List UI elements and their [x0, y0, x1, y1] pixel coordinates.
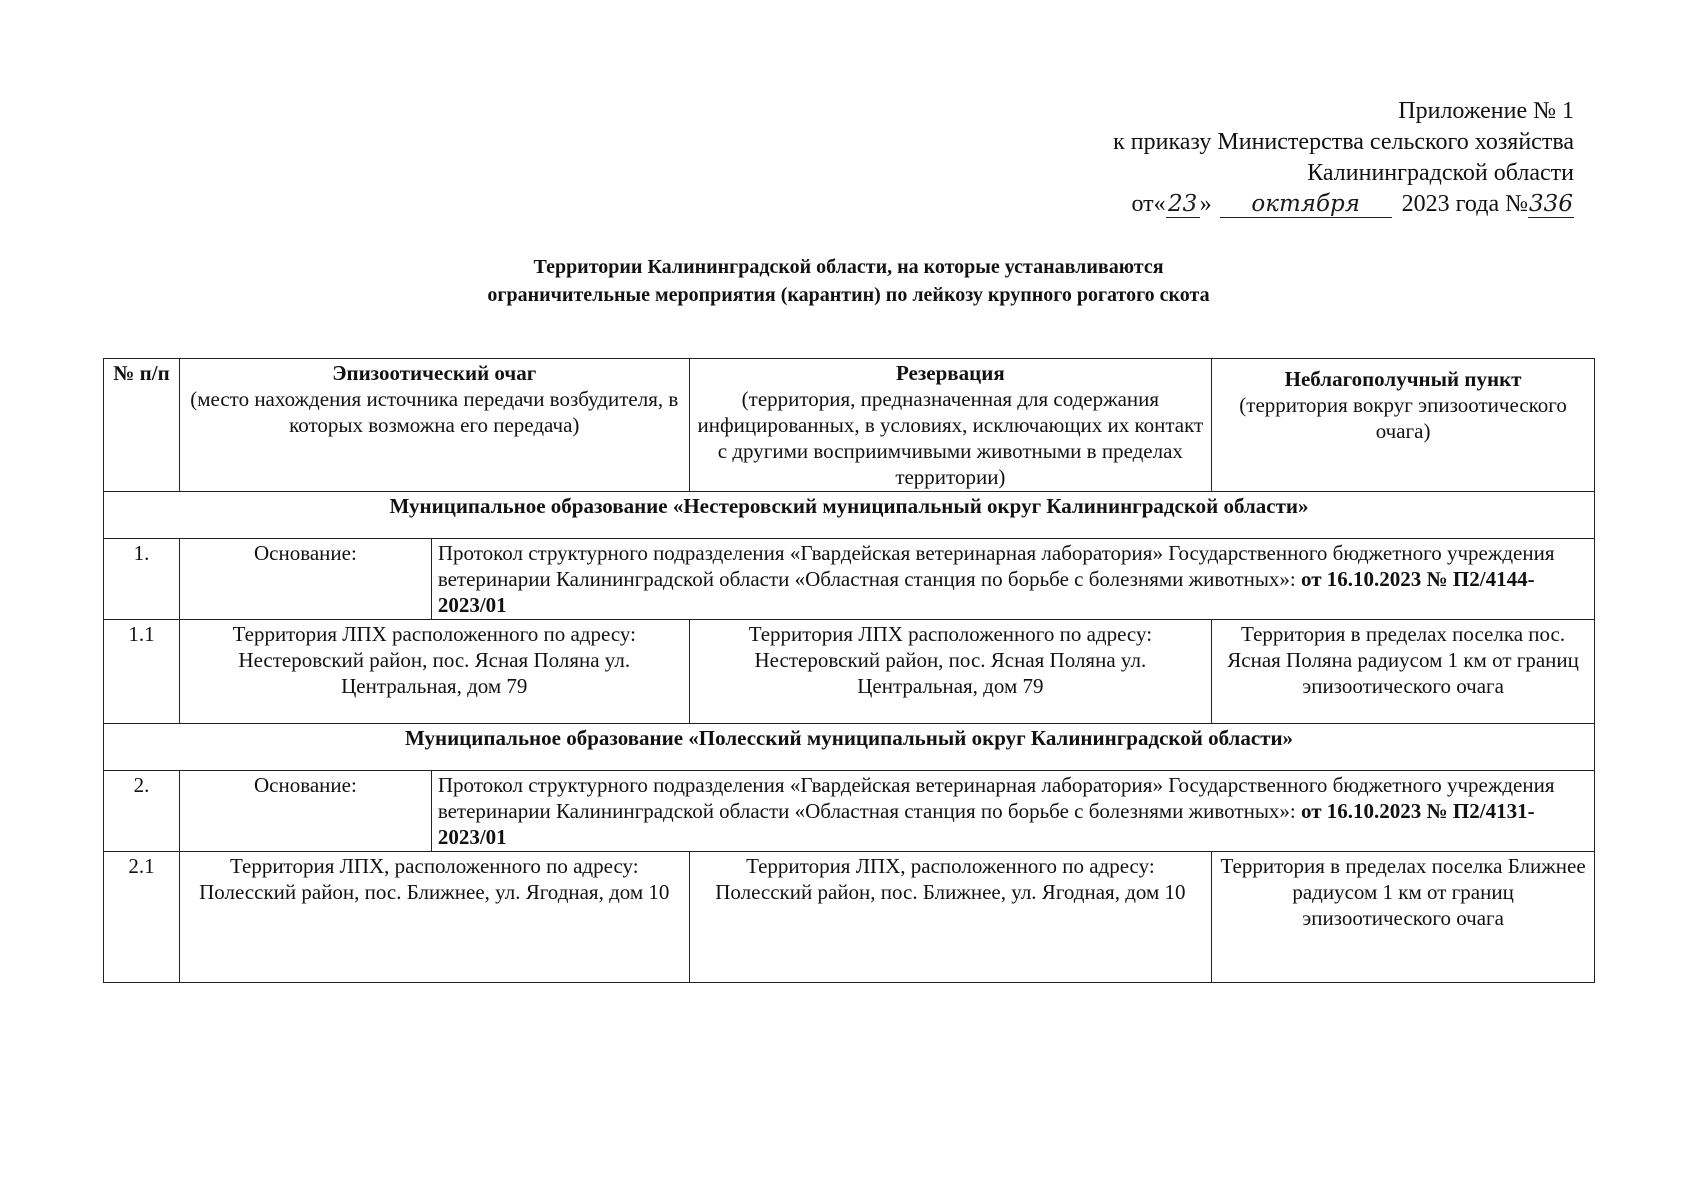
basis-text — [431, 539, 1594, 620]
date-year: 2023 года № — [1401, 191, 1528, 217]
basis-protocol: Протокол структурного подразделения «Гвардейская ветеринарная лаборатория» Государственного бюджетного учреждения ветеринарии Калининградской области «Областная станция по борьбе с болезнями животных»: — [437, 541, 1555, 591]
header-point-title: Неблагополучный пункт — [1284, 367, 1522, 391]
row-number: 1. — [104, 539, 180, 620]
focus-cell: Территория ЛПХ, расположенного по адресу: Полесский район, пос. Ближнее, ул. Ягодная, дом 10 — [179, 852, 689, 983]
municipality-name: Муниципальное образование «Нестеровский муниципальный округ Калининградской области» — [104, 492, 1595, 539]
header-focus-desc: (место нахождения источника передачи возбудителя, в которых возможна его передача) — [190, 387, 679, 437]
header-focus — [179, 359, 689, 492]
reservation-cell: Территория ЛПХ расположенного по адресу: Нестеровский район, пос. Ясная Поляна ул. Центральная, дом 79 — [689, 620, 1212, 724]
quarantine-table — [103, 358, 1595, 983]
municipality-name: Муниципальное образование «Полесский муниципальный округ Калининградской области» — [104, 724, 1595, 771]
basis-reference: от 16.10.2023 № П2/4131-2023/01 — [437, 799, 1535, 849]
header-num: № п/п — [104, 359, 180, 492]
order-number-handwritten: 336 — [1529, 191, 1573, 217]
basis-text — [431, 771, 1594, 852]
basis-row — [104, 539, 1595, 620]
basis-label: Основание: — [179, 539, 431, 620]
focus-cell: Территория ЛПХ расположенного по адресу: Нестеровский район, пос. Ясная Поляна ул. Центральная, дом 79 — [179, 620, 689, 724]
basis-protocol: Протокол структурного подразделения «Гвардейская ветеринарная лаборатория» Государственного бюджетного учреждения ветеринарии Калининградской области «Областная станция по борьбе с болезнями животных»: — [437, 773, 1555, 823]
date-mid: » — [1199, 191, 1212, 217]
basis-label: Основание: — [179, 771, 431, 852]
municipality-row — [104, 492, 1595, 539]
header-focus-title: Эпизоотический очаг — [332, 361, 537, 385]
table-header-row — [104, 359, 1595, 492]
basis-reference: от 16.10.2023 № П2/4144-2023/01 — [437, 567, 1535, 617]
appendix-date-line — [1113, 189, 1574, 220]
header-reservation-title: Резервация — [896, 361, 1005, 385]
date-day-handwritten: 23 — [1166, 192, 1200, 218]
row-number: 2.1 — [104, 852, 180, 983]
title-line-2: ограничительные мероприятия (карантин) по лейкозу крупного рогатого скота — [487, 284, 1210, 306]
appendix-order-ref: к приказу Министерства сельского хозяйства — [1113, 129, 1574, 155]
reservation-cell: Территория ЛПХ, расположенного по адресу: Полесский район, пос. Ближнее, ул. Ягодная, дом 10 — [689, 852, 1212, 983]
basis-row — [104, 771, 1595, 852]
territory-row — [104, 620, 1595, 724]
header-reservation-desc: (территория, предназначенная для содержания инфицированных, в условиях, исключающих их контакт с другими восприимчивыми животными в пределах территории) — [697, 387, 1204, 489]
title-line-1: Территории Калининградской области, на которые устанавливаются — [533, 256, 1164, 278]
row-number: 1.1 — [104, 620, 180, 724]
date-prefix: от« — [1131, 191, 1166, 217]
row-number: 2. — [104, 771, 180, 852]
point-cell: Территория в пределах поселка пос. Ясная Поляна радиусом 1 км от границ эпизоотического очага — [1212, 620, 1595, 724]
appendix-region: Калининградской области — [1307, 160, 1574, 186]
date-month-handwritten: октября — [1220, 192, 1392, 218]
municipality-row — [104, 724, 1595, 771]
point-cell: Территория в пределах поселка Ближнее радиусом 1 км от границ эпизоотического очага — [1212, 852, 1595, 983]
territory-row — [104, 852, 1595, 983]
appendix-title: Приложение № 1 — [1398, 98, 1574, 124]
appendix-header — [1113, 96, 1574, 220]
header-point-desc: (территория вокруг эпизоотического очага) — [1239, 393, 1567, 443]
document-title — [0, 253, 1697, 309]
header-reservation — [689, 359, 1212, 492]
header-point — [1212, 359, 1595, 492]
